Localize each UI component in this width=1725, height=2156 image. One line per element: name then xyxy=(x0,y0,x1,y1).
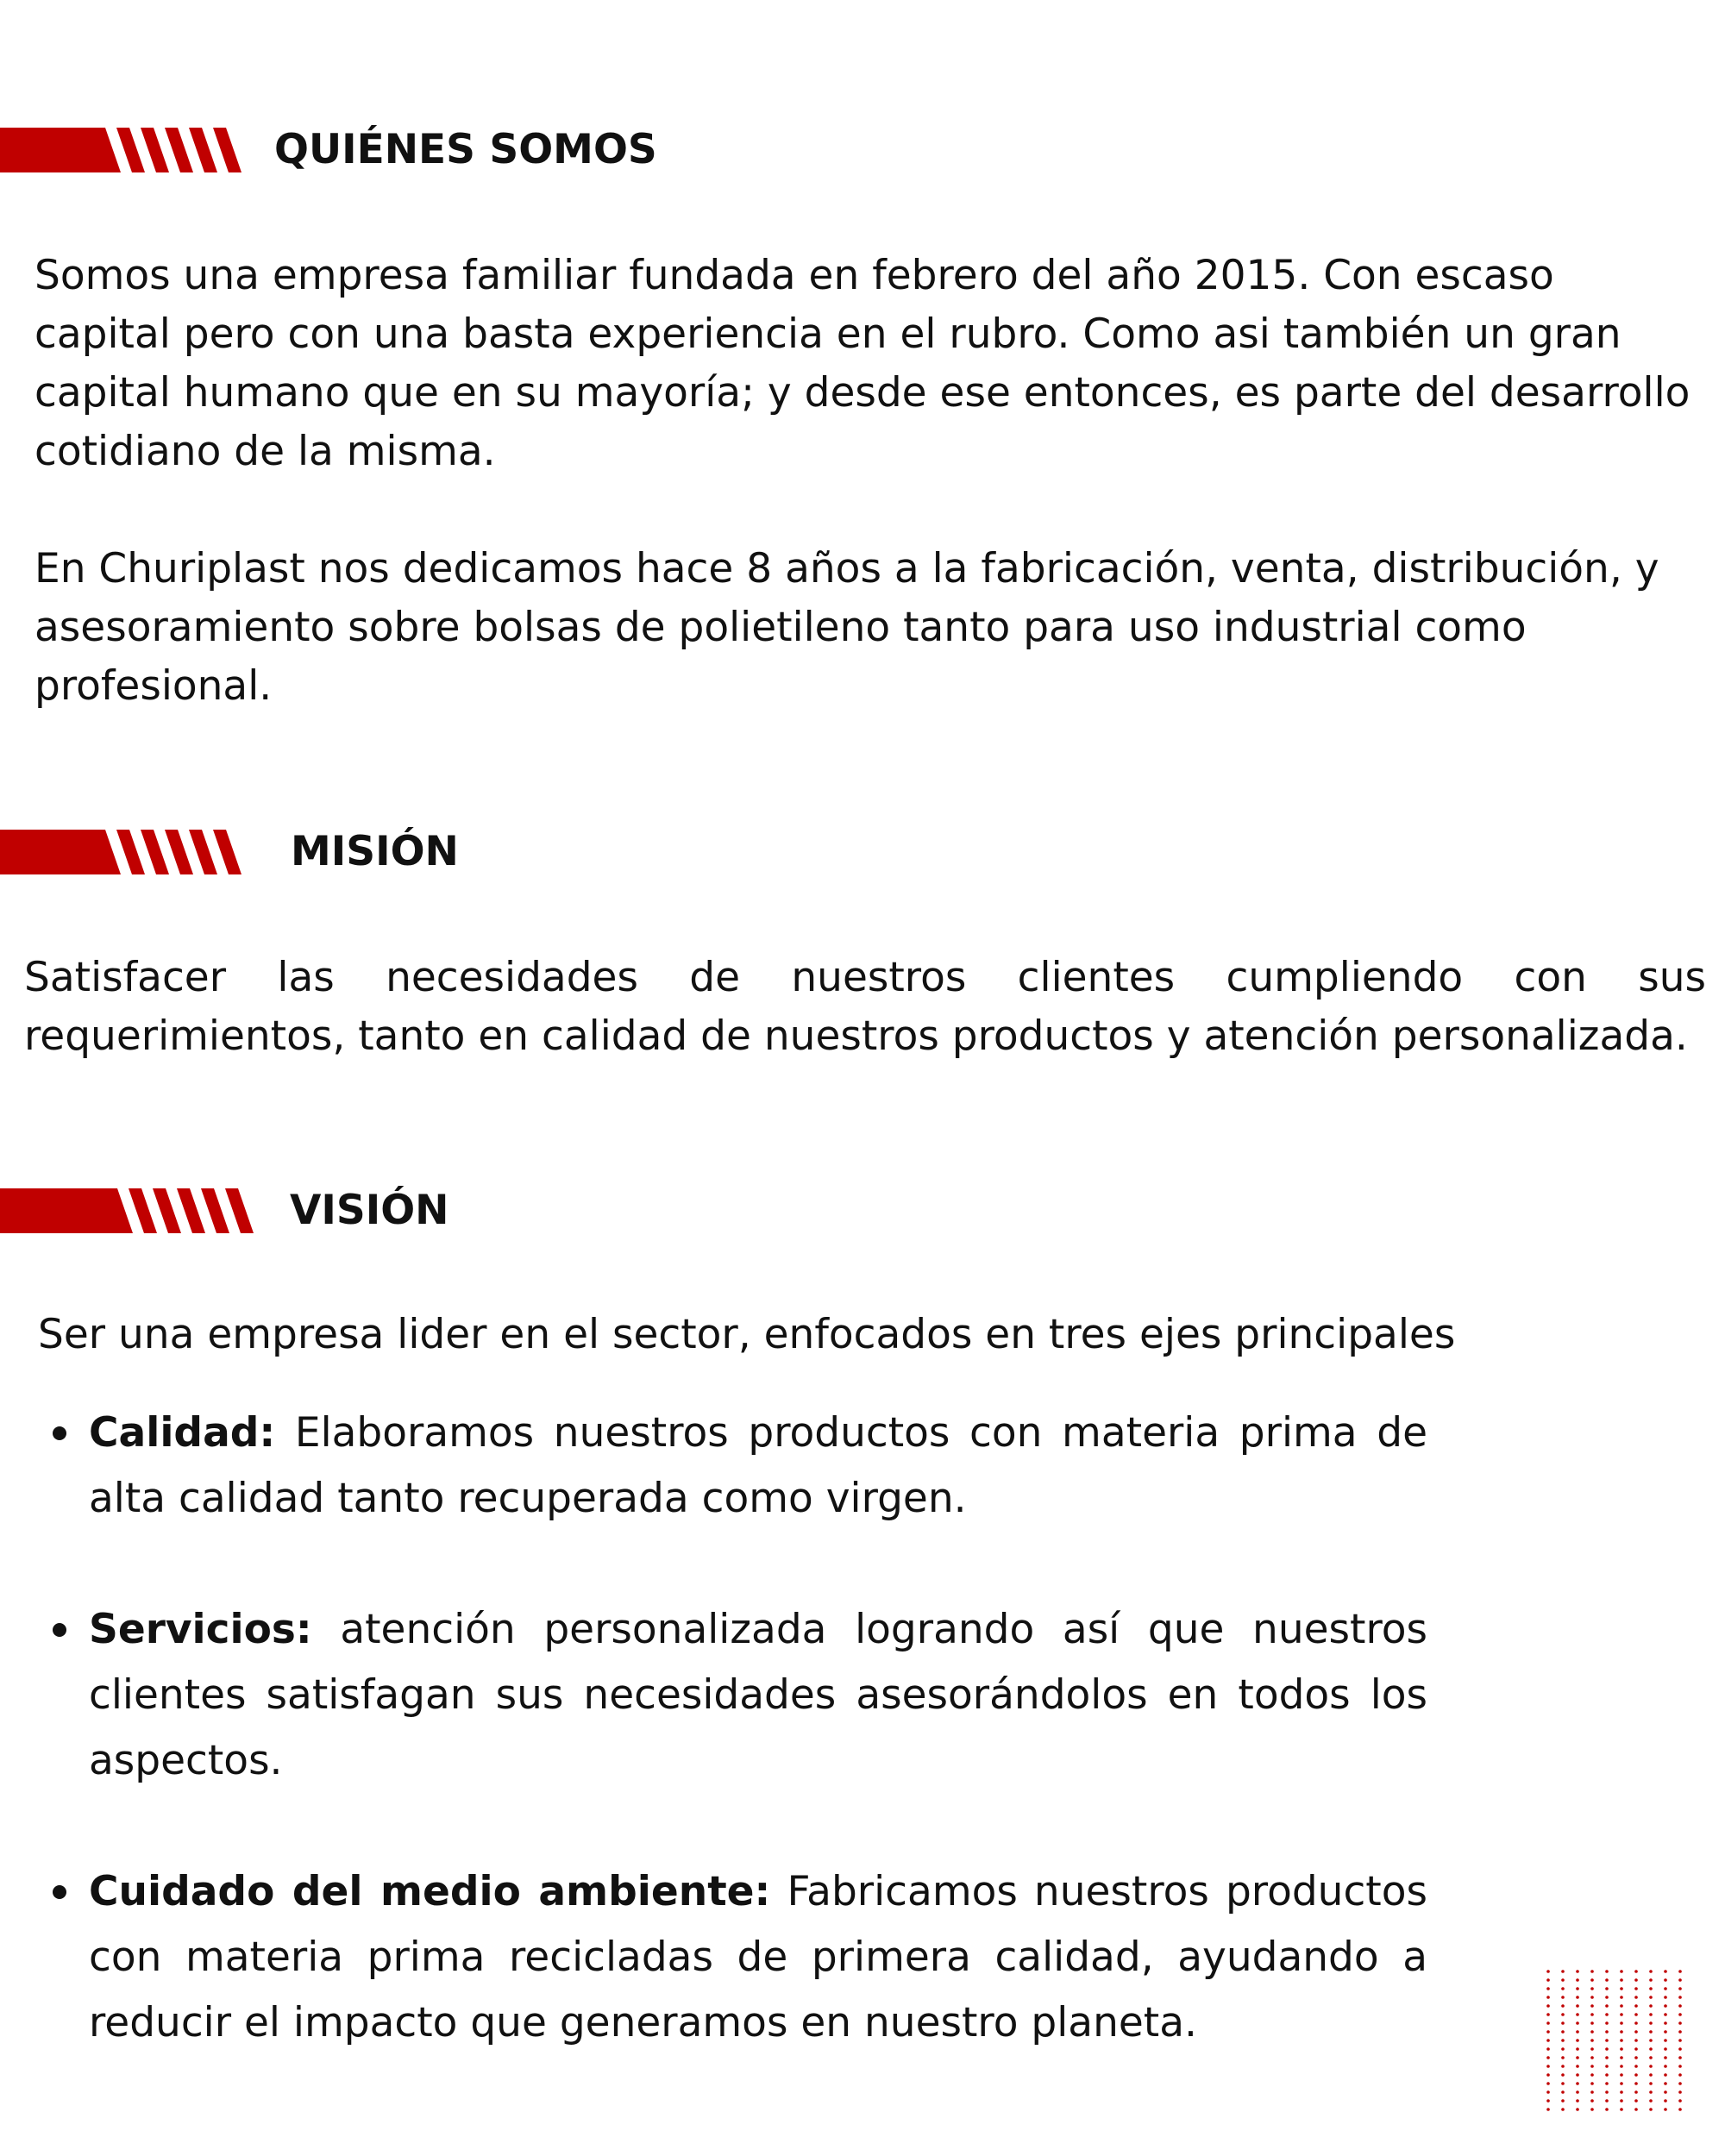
stripe-5 xyxy=(225,1188,254,1233)
section-header-vision xyxy=(0,1188,1035,1240)
axis-term: Cuidado del medio ambiente: xyxy=(89,1868,771,1915)
section-title-mission: MISIÓN xyxy=(291,828,459,875)
stripe-bar-icon xyxy=(0,1188,276,1233)
bullet-icon xyxy=(53,1426,66,1440)
dot-grid-decoration xyxy=(1546,1969,1692,2115)
vision-intro: Ser una empresa lider en el sector, enfocados en tres ejes principales xyxy=(38,1311,1456,1358)
stripe-4 xyxy=(189,830,217,874)
stripe-3 xyxy=(177,1188,205,1233)
bullet-icon xyxy=(53,1623,66,1637)
list-item-environment xyxy=(47,1859,1427,2056)
stripe-1 xyxy=(129,1188,157,1233)
list-item-services xyxy=(47,1597,1427,1794)
section-title-vision: VISIÓN xyxy=(290,1187,449,1234)
stripe-4 xyxy=(201,1188,229,1233)
stripe-2 xyxy=(153,1188,181,1233)
stripe-bar-icon xyxy=(0,830,259,874)
about-paragraph-2: En Churiplast nos dedicamos hace 8 años a la fabricación, venta, distribución, y asesoramiento sobre bolsas de polietileno tanto para uso industrial como profesional. xyxy=(34,545,1659,710)
axis-text: atención personalizada logrando así que nuestros clientes satisfagan sus necesidades asesorándolos en todos los aspectos. xyxy=(89,1606,1427,1784)
section-header-about xyxy=(0,128,1035,179)
vision-axes-list xyxy=(47,1401,1427,2056)
stripe-2 xyxy=(141,830,169,874)
stripe-3 xyxy=(165,128,193,172)
list-item-quality xyxy=(47,1401,1427,1532)
mission-text: Satisfacer las necesidades de nuestros clientes cumpliendo con sus requerimientos, tanto en calidad de nuestros productos y atención personalizada. xyxy=(24,954,1706,1060)
bullet-icon xyxy=(53,1885,66,1899)
stripe-bar-solid xyxy=(0,830,121,874)
stripe-bar-solid xyxy=(0,1188,133,1233)
stripe-1 xyxy=(116,128,145,172)
stripe-5 xyxy=(213,830,242,874)
stripe-5 xyxy=(213,128,242,172)
axis-text: Fabricamos nuestros productos con materia prima recicladas de primera calidad, ayudando a reducir el impacto que generamos en nuestro planeta. xyxy=(89,1868,1427,2046)
axis-term: Calidad: xyxy=(89,1409,276,1457)
stripe-3 xyxy=(165,830,193,874)
stripe-bar-solid xyxy=(0,128,121,172)
stripe-1 xyxy=(116,830,145,874)
section-header-mission xyxy=(0,830,1035,881)
stripe-2 xyxy=(141,128,169,172)
axis-term: Servicios: xyxy=(89,1606,312,1653)
stripe-bar-icon xyxy=(0,128,259,172)
about-paragraph-1: Somos una empresa familiar fundada en febrero del año 2015. Con escaso capital pero con una basta experiencia en el rubro. Como asi también un gran capital humano que en su mayoría; y desde ese entonces, es parte del desarrollo cotidiano de la misma. xyxy=(34,252,1690,475)
axis-text: Elaboramos nuestros productos con materia prima de alta calidad tanto recuperada como virgen. xyxy=(89,1409,1427,1522)
stripe-4 xyxy=(189,128,217,172)
section-title-about: QUIÉNES SOMOS xyxy=(274,126,657,173)
